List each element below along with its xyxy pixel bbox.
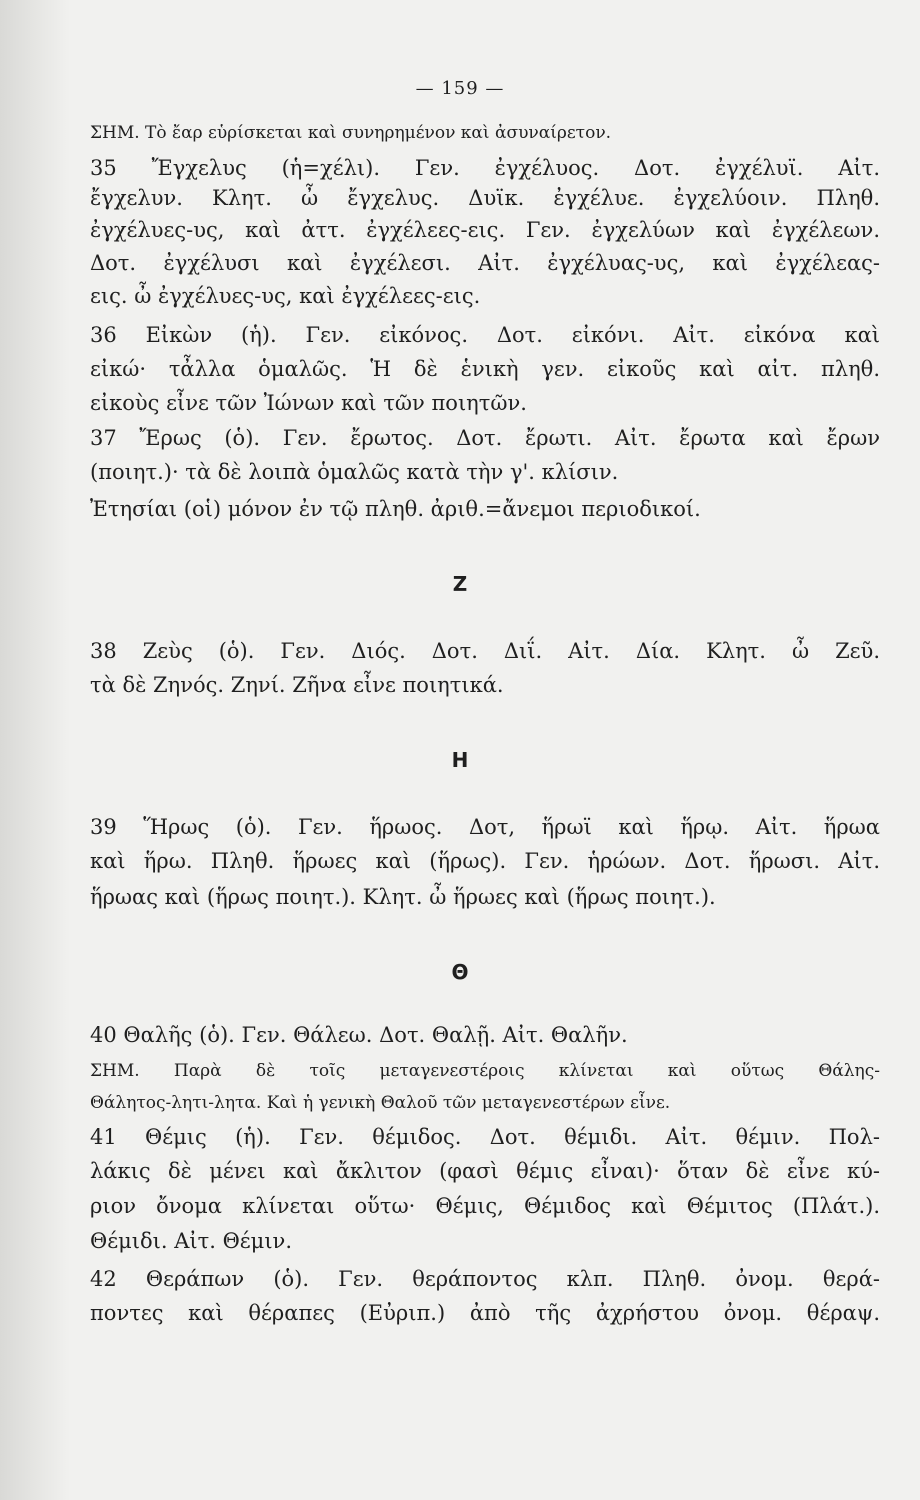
page-number: — 159 — xyxy=(415,78,505,99)
entry-36-line-2: εἰκώ· τἆλλα ὁμαλῶς. Ἡ δὲ ἑνικὴ γεν. εἰκοῦς καὶ αἰτ. πληθ. xyxy=(90,357,880,381)
entry-38-line-1: 38 Ζεὺς (ὁ). Γεν. Διός. Δοτ. Διΐ. Αἰτ. Δία. Κλητ. ὦ Ζεῦ. xyxy=(90,639,880,663)
entry-37-line-1: 37 Ἔρως (ὁ). Γεν. ἔρωτος. Δοτ. ἔρωτι. Αἰτ. ἔρωτα καὶ ἔρων xyxy=(90,426,880,450)
note-2-line-1: ΣΗΜ. Παρὰ δὲ τοῖς μεταγενεστέροις κλίνεται καὶ οὕτως Θάλης- xyxy=(90,1061,880,1081)
section-letter-eta: Η xyxy=(451,748,469,772)
entry-38-line-2: τὰ δὲ Ζηνός. Ζηνί. Ζῆνα εἶνε ποιητικά. xyxy=(90,673,504,697)
entry-42-line-1: 42 Θεράπων (ὁ). Γεν. θεράποντος κλπ. Πληθ. ὀνομ. θερά- xyxy=(90,1267,880,1291)
entry-41-line-3: ριον ὄνομα κλίνεται οὕτω· Θέμις, Θέμιδος καὶ Θέμιτος (Πλάτ.). xyxy=(90,1194,880,1218)
entry-41-line-2: λάκις δὲ μένει καὶ ἄκλιτον (φασὶ θέμις εἶναι)· ὅταν δὲ εἶνε κύ- xyxy=(90,1159,880,1183)
note-line: ΣΗΜ. Τὸ ἔαρ εὑρίσκεται καὶ συνηρημένον καὶ ἀσυναίρετον. xyxy=(90,123,612,143)
entry-39-line-1: 39 Ἥρως (ὁ). Γεν. ἥρωος. Δοτ, ἥρωϊ καὶ ἥρῳ. Αἰτ. ἥρωα xyxy=(90,815,880,839)
section-letter-zeta: Ζ xyxy=(452,572,468,596)
entry-41-line-4: Θέμιδι. Αἰτ. Θέμιν. xyxy=(90,1229,292,1253)
entry-35-line-3: ἐγχέλυες-υς, καὶ ἀττ. ἐγχέλεες-εις. Γεν. ἐγχελύων καὶ ἐγχέλεων. xyxy=(90,218,880,242)
entry-35-line-2: ἔγχελυν. Κλητ. ὦ ἔγχελυς. Δυϊκ. ἐγχέλυε. ἐγχελύοιν. Πληθ. xyxy=(90,186,880,210)
entry-36-line-1: 36 Εἰκὼν (ἡ). Γεν. εἰκόνος. Δοτ. εἰκόνι. Αἰτ. εἰκόνα καὶ xyxy=(90,323,880,347)
entry-37-line-2: (ποιητ.)· τὰ δὲ λοιπὰ ὁμαλῶς κατὰ τὴν γ'. κλίσιν. xyxy=(90,460,619,484)
entry-35-line-4: Δοτ. ἐγχέλυσι καὶ ἐγχέλεσι. Αἰτ. ἐγχέλυας-υς, καὶ ἐγχέλεας- xyxy=(90,251,880,275)
entry-39-line-3: ἥρωας καὶ (ἥρως ποιητ.). Κλητ. ὦ ἥρωες καὶ (ἥρως ποιητ.). xyxy=(90,885,716,909)
entry-40-line-1: 40 Θαλῆς (ὁ). Γεν. Θάλεω. Δοτ. Θαλῇ. Αἰτ. Θαλῆν. xyxy=(90,1023,628,1047)
entry-39-line-2: καὶ ἥρω. Πληθ. ἥρωες καὶ (ἥρως). Γεν. ἡρώων. Δοτ. ἥρωσι. Αἰτ. xyxy=(90,849,880,873)
entry-41-line-1: 41 Θέμις (ἡ). Γεν. θέμιδος. Δοτ. θέμιδι. Αἰτ. θέμιν. Πολ- xyxy=(90,1125,880,1149)
entry-35-line-1: 35 Ἔγχελυς (ἡ=χέλι). Γεν. ἐγχέλυος. Δοτ. ἐγχέλυϊ. Αἰτ. xyxy=(90,156,880,180)
entry-37-line-3: Ἐτησίαι (οἱ) μόνον ἐν τῷ πληθ. ἀριθ.=ἄνεμοι περιοδικοί. xyxy=(90,497,701,521)
entry-35-line-5: εις. ὦ ἐγχέλυες-υς, καὶ ἐγχέλεες-εις. xyxy=(90,284,481,308)
section-letter-theta: Θ xyxy=(451,960,469,984)
entry-42-line-2: ποντες καὶ θέραπες (Εὐριπ.) ἀπὸ τῆς ἀχρήστου ὀνομ. θέραψ. xyxy=(90,1301,880,1325)
note-2-line-2: Θάλητος-λητι-λητα. Καὶ ἡ γενικὴ Θαλοῦ τῶν μεταγενεστέρων εἶνε. xyxy=(90,1093,671,1113)
entry-36-line-3: εἰκοὺς εἶνε τῶν Ἰώνων καὶ τῶν ποιητῶν. xyxy=(90,391,527,415)
